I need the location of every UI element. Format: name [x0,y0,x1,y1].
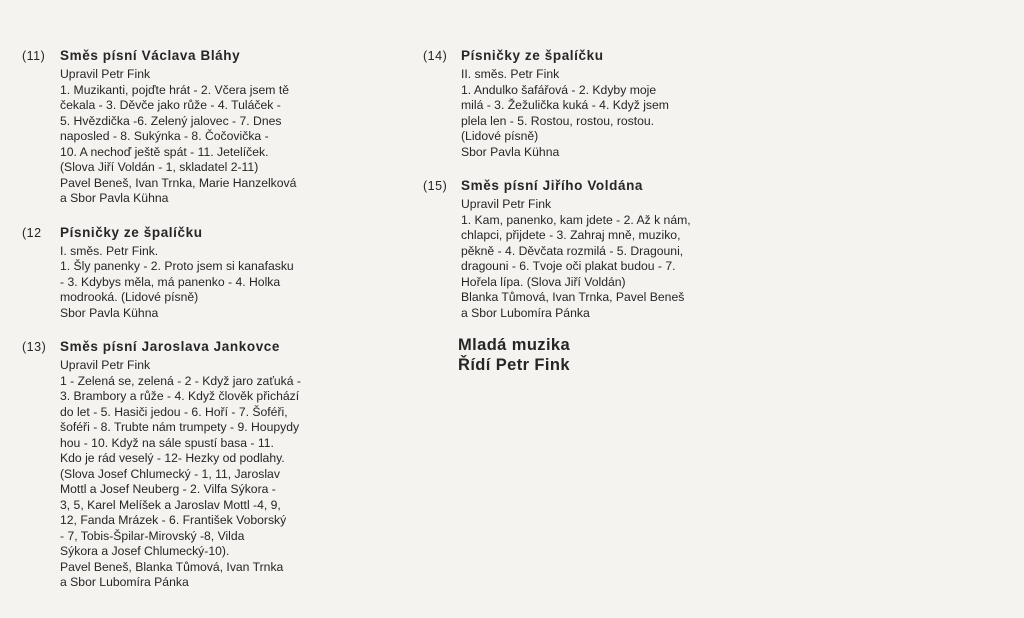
track-details [60,244,392,322]
conductor-credit: Řídí Petr Fink [458,356,570,374]
track-detail-line: I. směs. Petr Fink. [60,243,159,258]
track-detail-line: Upravil Petr Fink [60,67,151,81]
track-detail-line: II. směs. Petr Fink [461,67,560,81]
track-detail-line: Sýkora a Josef Chlumecký-10). [60,544,230,558]
track-entry [423,48,803,160]
track-detail-line: Sbor Pavla Kühna [60,305,159,320]
track-detail-line: Upravil Petr Fink [60,358,151,372]
track-detail-line: Kdo je rád veselý - 12- Hezky od podlahy. [60,451,285,465]
track-detail-line: modrooká. (Lidové písně) [60,290,199,304]
left-column [22,48,392,609]
track-detail-line: a Sbor Lubomíra Pánka [461,305,590,320]
track-header [423,178,803,197]
track-detail-line: plela len - 5. Rostou, rostou, rostou. [461,113,655,128]
track-title: Směs písní Václava Bláhy [60,48,241,63]
track-number: (14) [423,49,448,63]
track-detail-line: 12, Fanda Mrázek - 6. František Voborský [60,513,287,527]
track-detail-line: 1. Šly panenky - 2. Proto jsem si kanafasku [60,259,294,273]
ensemble-credit [458,335,570,375]
track-number: (15) [423,179,448,193]
track-detail-line: (Slova Josef Chlumecký - 1, 11, Jaroslav [60,466,280,481]
track-entry [423,178,803,321]
track-detail-line: - 7, Tobis-Špilar-Mirovský -8, Vilda [60,528,245,543]
ensemble-name: Mladá muzika [458,336,571,354]
track-detail-line: čekala - 3. Děvče jako růže - 4. Tuláček - [60,98,281,112]
track-entry [22,339,392,591]
track-detail-line: šoféři - 8. Trubte nám trumpety - 9. Houpydy [60,420,300,434]
track-detail-line: 1. Kam, panenko, kam jdete - 2. Až k nám, [461,212,691,227]
track-details [461,67,803,160]
track-title: Směs písní Jiřího Voldána [461,178,644,193]
track-detail-line: a Sbor Lubomíra Pánka [60,575,189,589]
track-detail-line: 1. Muzikanti, pojďte hrát - 2. Včera jsem tě [60,82,289,97]
track-entry [22,48,392,207]
track-detail-line: (Slova Jiří Voldán - 1, skladatel 2-11) [60,160,259,174]
track-title: Směs písní Jaroslava Jankovce [60,339,281,354]
track-detail-line: (Lidové písně) [461,129,539,143]
track-header [22,48,392,67]
right-column [423,48,803,339]
track-details [60,358,392,591]
track-detail-line: chlapci, přijdete - 3. Zahraj mně, muziko, [461,228,681,242]
track-detail-line: Sbor Pavla Kühna [461,144,560,159]
track-detail-line: a Sbor Pavla Kühna [60,191,169,205]
track-detail-line: Mottl a Josef Neuberg - 2. Vilfa Sýkora - [60,482,276,496]
track-detail-line: 3, 5, Karel Melíšek a Jaroslav Mottl -4, 9, [60,497,281,512]
track-title: Písničky ze špalíčku [461,48,604,63]
track-title: Písničky ze špalíčku [60,224,203,240]
track-number: (13) [22,340,47,354]
track-number: (12 [22,225,42,240]
track-detail-line: Blanka Tůmová, Ivan Trnka, Pavel Beneš [461,290,685,304]
track-detail-line: do let - 5. Hasiči jedou - 6. Hoří - 7. Šoféři, [60,404,288,419]
track-entry [22,225,392,322]
track-details [461,197,803,321]
track-detail-line: Upravil Petr Fink [461,197,552,211]
track-detail-line: Hořela lípa. (Slova Jiří Voldán) [461,274,626,289]
track-detail-line: 10. A nechoď ještě spát - 11. Jetelíček. [60,144,269,159]
track-number: (11) [22,49,46,63]
track-detail-line: pěkně - 4. Děvčata rozmilá - 5. Dragouni, [461,243,684,258]
track-header [22,225,392,244]
track-details [60,67,392,207]
track-detail-line: 1. Andulko šafářová - 2. Kdyby moje [461,82,657,97]
track-detail-line: 5. Hvězdička -6. Zelený jalovec - 7. Dnes [60,113,282,128]
track-detail-line: 1 - Zelená se, zelená - 2 - Když jaro zaťuká - [60,373,301,388]
track-detail-line: naposled - 8. Sukýnka - 8. Čočovička - [60,129,269,143]
track-detail-line: Pavel Beneš, Blanka Tůmová, Ivan Trnka [60,559,284,574]
track-header [22,339,392,358]
track-header [423,48,803,67]
track-detail-line: dragouni - 6. Tvoje oči plakat budou - 7. [461,259,676,273]
track-detail-line: hou - 10. Když na sále spustí basa - 11. [60,435,274,450]
track-detail-line: milá - 3. Žežulička kuká - 4. Když jsem [461,98,669,112]
track-detail-line: Pavel Beneš, Ivan Trnka, Marie Hanzelková [60,175,297,190]
track-detail-line: - 3. Kdybys měla, má panenko - 4. Holka [60,274,281,289]
track-detail-line: 3. Brambory a růže - 4. Když člověk přichází [60,389,300,403]
